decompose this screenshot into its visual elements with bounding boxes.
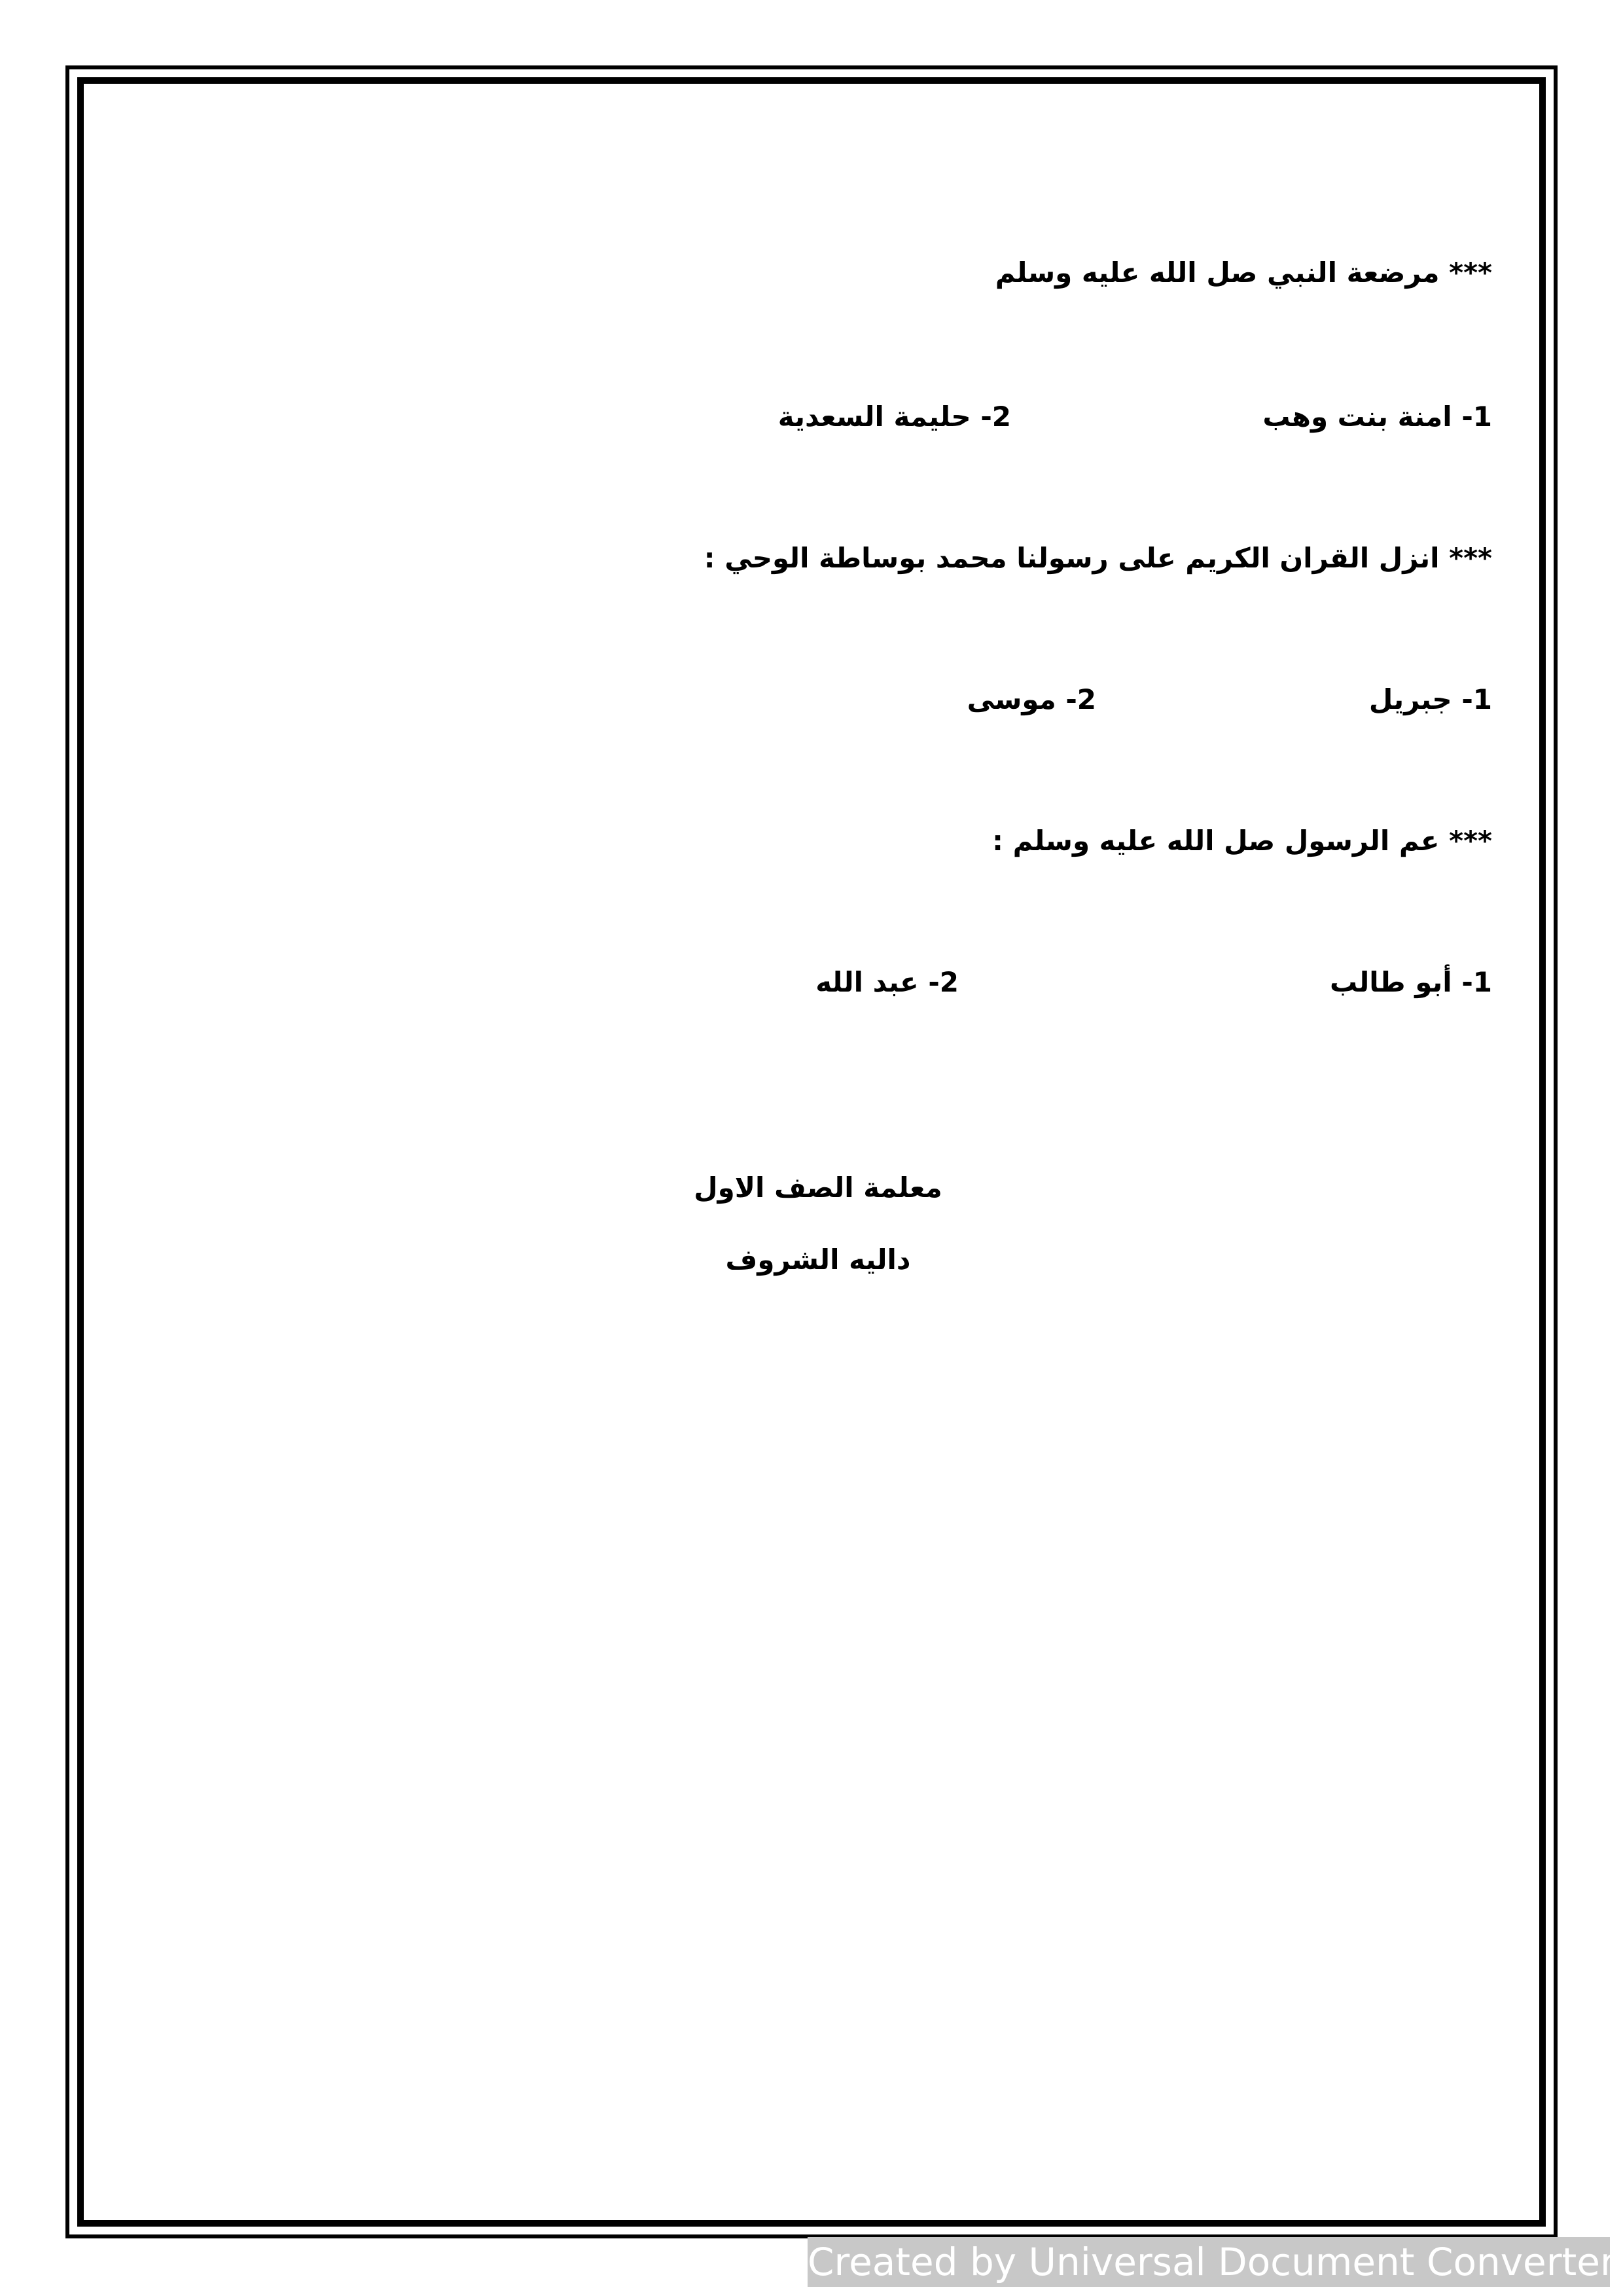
question-3-prompt: *** عم الرسول صل الله عليه وسلم : xyxy=(992,825,1492,857)
page-border-inner xyxy=(77,77,1546,2227)
question-1-option-1: 1- امنة بنت وهب xyxy=(1262,401,1492,433)
question-1-option-2: 2- حليمة السعدية xyxy=(777,401,1011,433)
teacher-role: معلمة الصف الاول xyxy=(694,1172,942,1204)
question-3-option-1: 1- أبو طالب xyxy=(1330,966,1492,998)
converter-watermark: Created by Universal Document Converter xyxy=(808,2237,1610,2287)
question-1-prompt: *** مرضعة النبي صل الله عليه وسلم xyxy=(995,257,1492,289)
question-3-option-2: 2- عبد الله xyxy=(815,966,959,998)
question-2-prompt: *** انزل القران الكريم على رسولنا محمد بوساطة الوحي : xyxy=(704,542,1492,574)
teacher-name: داليه الشروف xyxy=(725,1244,911,1276)
question-2-option-2: 2- موسى xyxy=(967,683,1096,715)
question-2-option-1: 1- جبريل xyxy=(1368,683,1492,715)
